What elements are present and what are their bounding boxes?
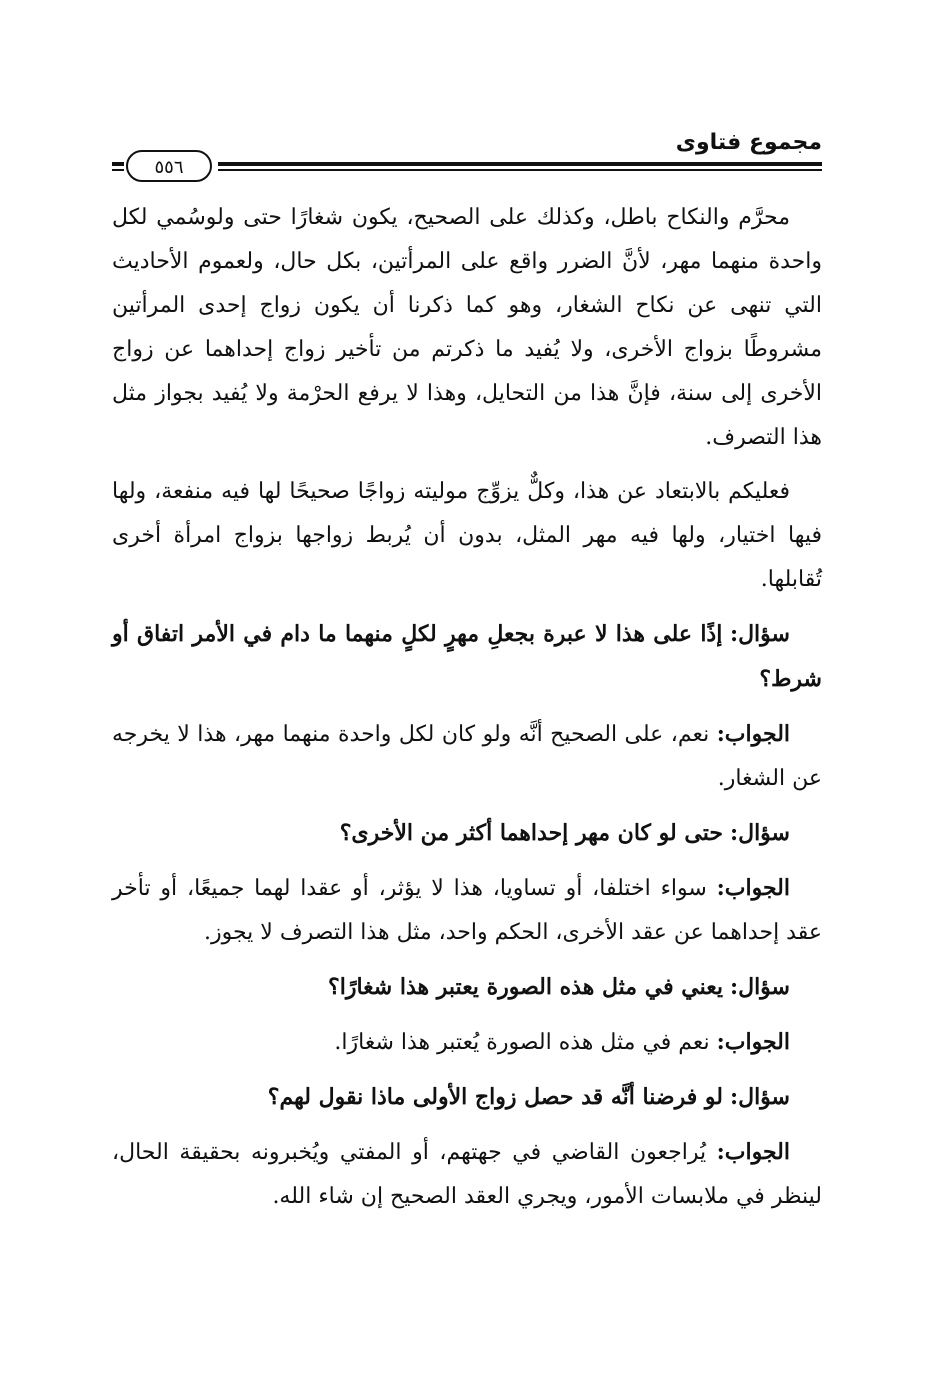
answer-text: يُراجعون القاضي في جهتهم، أو المفتي ويُخبرونه بحقيقة الحال، لينظر في ملابسات الأمور، ويجري العقد الصحيح إن شاء الله. [112, 1140, 822, 1209]
answer-label: الجواب: [716, 1029, 790, 1055]
answer [112, 1020, 822, 1065]
question-label: سؤال: [729, 1084, 790, 1110]
question [112, 612, 822, 702]
header-rule [112, 162, 124, 166]
answer [112, 866, 822, 955]
question [112, 965, 822, 1010]
question-text: لو فرضنا أنَّه قد حصل زواج الأولى ماذا نقول لهم؟ [267, 1084, 723, 1110]
header-rule [112, 169, 124, 171]
question-text: إذًا على هذا لا عبرة بجعلِ مهرٍ لكلٍ منهما ما دام في الأمر اتفاق أو شرط؟ [112, 621, 822, 692]
answer [112, 712, 822, 801]
question-text: يعني في مثل هذه الصورة يعتبر هذا شغارًا؟ [328, 974, 723, 1000]
page-number: ٥٥٦ [126, 150, 212, 182]
page-body [112, 196, 822, 1219]
question [112, 811, 822, 856]
question-text: حتى لو كان مهر إحداهما أكثر من الأخرى؟ [339, 820, 723, 846]
paragraph [112, 196, 822, 460]
answer [112, 1130, 822, 1219]
answer-text: نعم في مثل هذه الصورة يُعتبر هذا شغارًا. [334, 1030, 710, 1055]
question-label: سؤال: [729, 974, 790, 1000]
answer-text: سواء اختلفا، أو تساويا، هذا لا يؤثر، أو عقدا لهما جميعًا، أو تأخر عقد إحداهما عن عقد الأخرى، الحكم واحد، مثل هذا التصرف لا يجوز. [112, 876, 822, 945]
question [112, 1075, 822, 1120]
answer-label: الجواب: [716, 1139, 790, 1165]
answer-label: الجواب: [716, 875, 790, 901]
answer-label: الجواب: [716, 721, 791, 747]
header-rule [218, 162, 822, 166]
paragraph-text: محرَّم والنكاح باطل، وكذلك على الصحيح، يكون شغارًا حتى ولوسُمي لكل واحدة منهما مهر، لأنَّ الضرر واقع على المرأتين، بكل حال، ولعموم الأحاديث التي تنهى عن نكاح الشغار، وهو كما ذكرنا أن يكون زواج إحدى المرأتين مشروطًا بزواج الأخرى، ولا يُفيد ما ذكرتم من تأخير زواج إحداهما عن زواج الأخرى إلى سنة، فإنَّ هذا من التحايل، وهذا لا يرفع الحرْمة ولا يُفيد بجواز مثل هذا التصرف. [112, 205, 822, 450]
question-label: سؤال: [729, 621, 790, 647]
paragraph [112, 470, 822, 602]
page-header [112, 128, 822, 180]
question-label: سؤال: [729, 820, 790, 846]
running-title: مجموع فتاوى [675, 130, 822, 155]
paragraph-text: فعليكم بالابتعاد عن هذا، وكلٌّ يزوِّج موليته زواجًا صحيحًا لها فيه منفعة، ولها فيها اختيار، ولها فيه مهر المثل، بدون أن يُربط زواجها بزواج امرأة أخرى تُقابلها. [112, 479, 822, 592]
answer-text: نعم، على الصحيح أنَّه ولو كان لكل واحدة منهما مهر، هذا لا يخرجه عن الشغار. [112, 722, 822, 791]
header-rule [218, 169, 822, 171]
